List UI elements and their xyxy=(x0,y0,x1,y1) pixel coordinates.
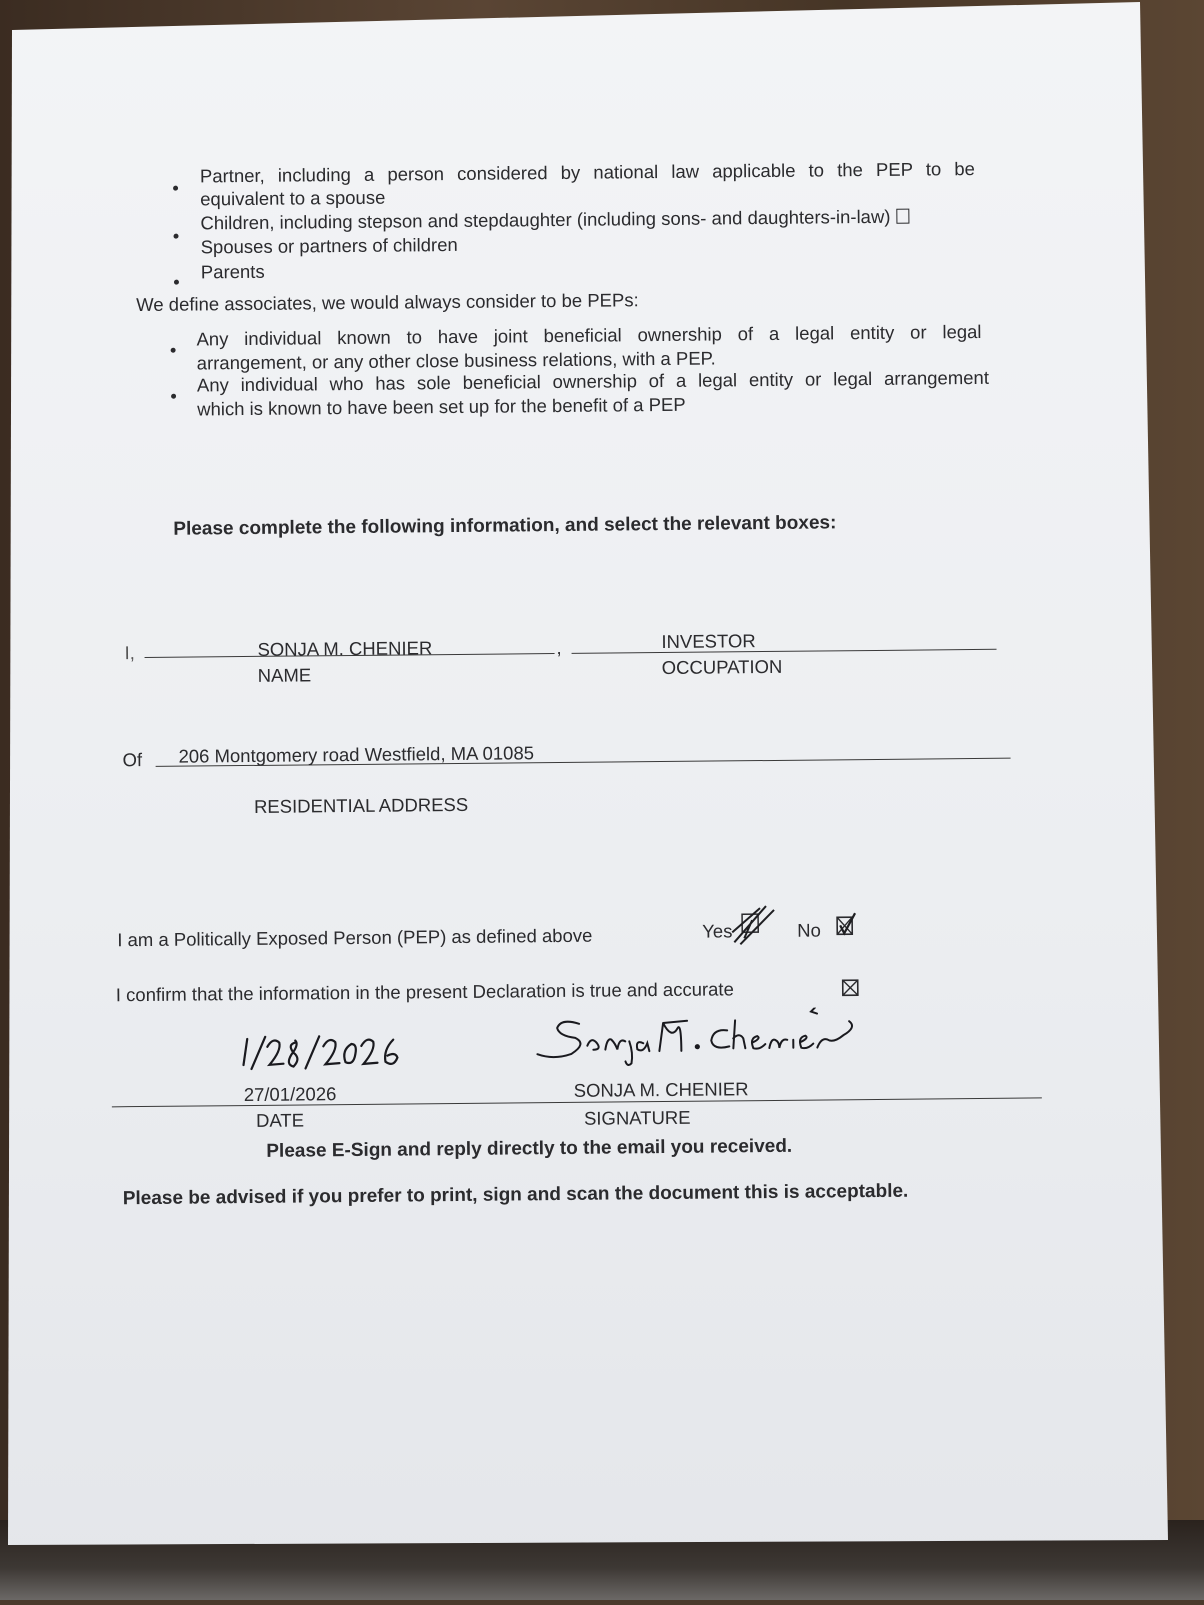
associate-bullet-1-line-2: arrangement, or any other close business relations, with a PEP. xyxy=(196,347,716,374)
associates-intro: We define associates, we would always consider to be PEPs: xyxy=(136,289,639,316)
print-sign-note: Please be advised if you prefer to print, sign and scan the document this is acceptable. xyxy=(122,1180,909,1210)
family-bullet-1-line-1: Partner, including a person considered by national law applicable to the PEP to be xyxy=(199,157,976,187)
occupation-label: OCCUPATION xyxy=(661,655,783,679)
family-bullet-3-line-1: Parents xyxy=(200,260,265,283)
printed-name: SONJA M. CHENIER xyxy=(573,1078,749,1101)
name-value[interactable]: SONJA M. CHENIER xyxy=(257,637,433,660)
associate-bullet-1-line-1: Any individual known to have joint beneficial ownership of a legal entity or legal xyxy=(196,320,982,350)
yes-scribble-icon[interactable] xyxy=(730,902,782,946)
associate-bullet-2-line-2: which is known to have been set up for the benefit of a PEP xyxy=(197,393,686,420)
name-prefix: I, xyxy=(124,642,135,664)
name-separator: , xyxy=(556,636,562,659)
bullet-dot xyxy=(174,234,179,239)
family-bullet-2-line-2: Spouses or partners of children xyxy=(200,233,458,258)
empty-checkbox-icon xyxy=(896,209,909,224)
family-bullet-1-line-2: equivalent to a spouse xyxy=(200,186,386,210)
signature-label: SIGNATURE xyxy=(583,1106,691,1129)
printed-date: 27/01/2026 xyxy=(243,1083,337,1106)
bullet-dot xyxy=(171,394,176,399)
pep-question: I am a Politically Exposed Person (PEP) as defined above xyxy=(117,924,593,951)
confirm-checked-box-icon[interactable] xyxy=(841,977,861,999)
pep-yes-label: Yes xyxy=(702,920,733,942)
occupation-underline xyxy=(572,649,997,654)
form-heading: Please complete the following information, and select the relevant boxes: xyxy=(173,512,837,540)
family-bullet-2-line-1: Children, including stepson and stepdaughter (including sons- and daughters-in-law) xyxy=(200,205,980,234)
handwritten-signature xyxy=(531,1007,902,1071)
address-label: RESIDENTIAL ADDRESS xyxy=(253,793,469,817)
date-label: DATE xyxy=(255,1109,305,1131)
name-label: NAME xyxy=(257,664,312,686)
occupation-value[interactable]: INVESTOR xyxy=(661,630,756,653)
pep-no-label: No xyxy=(797,919,821,941)
bullet-dot xyxy=(174,280,179,285)
bullet-dot xyxy=(173,186,178,191)
bullet-dot xyxy=(171,348,176,353)
no-checked-box-icon[interactable] xyxy=(834,911,858,939)
address-value[interactable]: 206 Montgomery road Westfield, MA 01085 xyxy=(178,742,535,767)
address-prefix: Of xyxy=(122,749,143,771)
associate-bullet-2-line-1: Any individual who has sole beneficial ownership of a legal entity or legal arrangement xyxy=(196,366,990,396)
confirm-statement: I confirm that the information in the present Declaration is true and accurate xyxy=(115,978,734,1006)
handwritten-date xyxy=(235,1029,425,1075)
esign-note: Please E-Sign and reply directly to the email you received. xyxy=(266,1135,793,1162)
